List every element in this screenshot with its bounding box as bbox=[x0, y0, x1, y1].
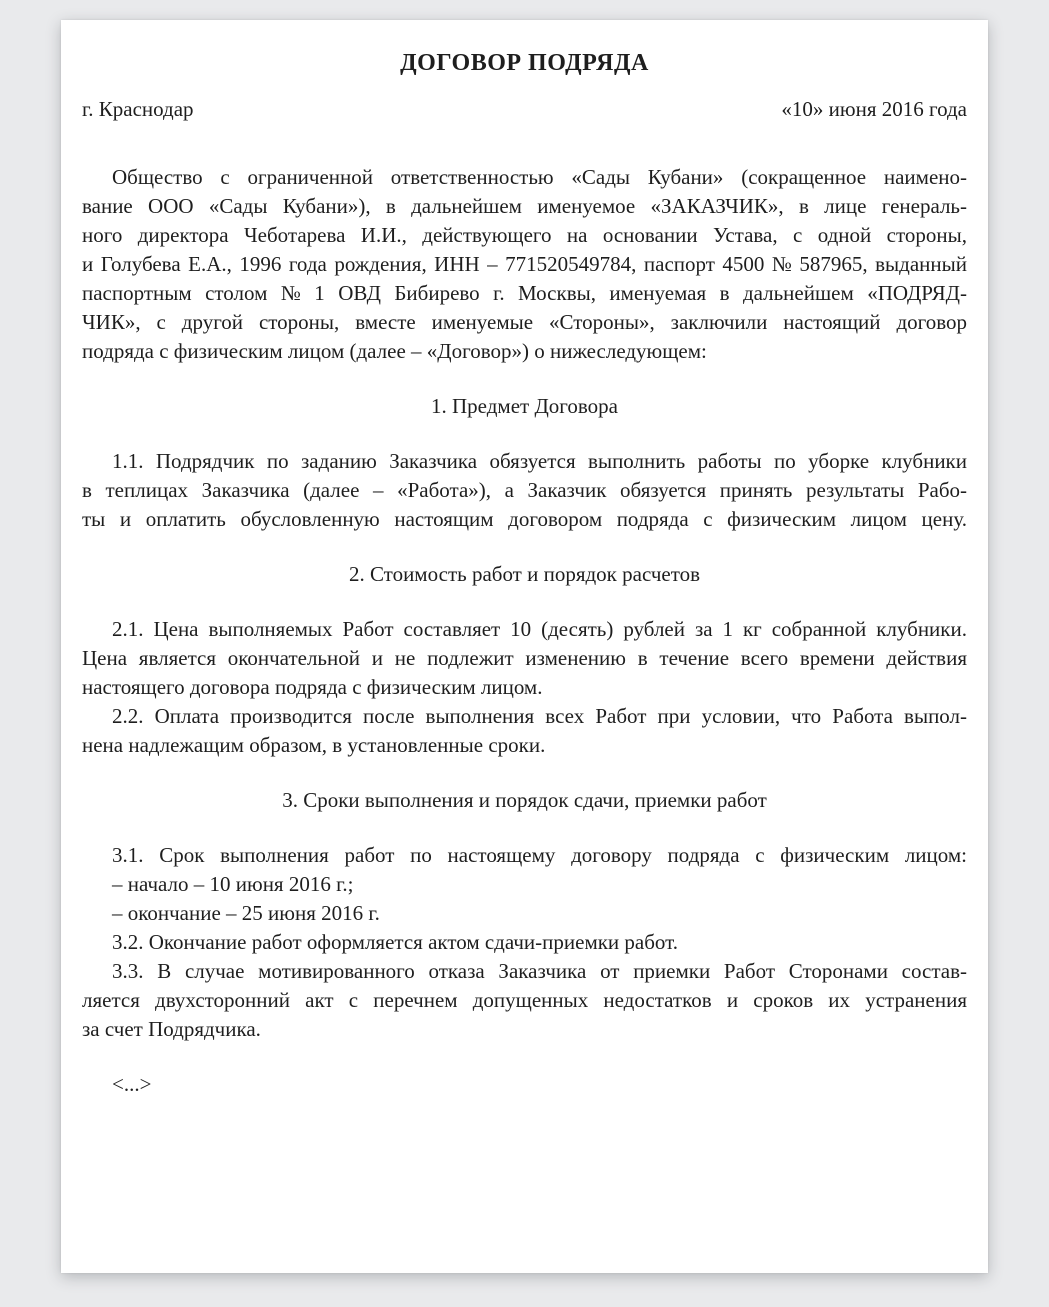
text-line: 3.3. В случае мотивированного отказа Заказчика от приемки Работ Сторонами состав- bbox=[112, 959, 967, 983]
document-body bbox=[82, 163, 967, 1099]
document-title: ДОГОВОР ПОДРЯДА bbox=[400, 50, 649, 76]
paragraph bbox=[82, 928, 967, 957]
document-city: г. Краснодар bbox=[82, 97, 194, 121]
paragraph bbox=[82, 957, 967, 1044]
text-line: ты и оплатить обусловленную настоящим договором подряда с физическим лицом цену. bbox=[82, 507, 967, 531]
paragraph bbox=[82, 870, 967, 899]
text-line: – окончание – 25 июня 2016 г. bbox=[112, 901, 380, 925]
text-line: Общество с ограниченной ответственностью «Сады Кубани» (сокращенное наимено- bbox=[112, 165, 967, 189]
text-line: и Голубева Е.А., 1996 года рождения, ИНН – 771520549784, паспорт 4500 № 587965, выданный bbox=[82, 252, 967, 276]
text-line: ляется двухсторонний акт с перечнем допущенных недостатков и сроков их устранения bbox=[82, 988, 967, 1012]
contract-document-page bbox=[61, 20, 988, 1273]
paragraph bbox=[82, 702, 967, 760]
text-line: настоящего договора подряда с физическим лицом. bbox=[82, 675, 543, 699]
section-heading: 1. Предмет Договора bbox=[431, 394, 618, 418]
document-date: «10» июня 2016 года bbox=[781, 97, 967, 121]
text-line: 2.1. Цена выполняемых Работ составляет 10 (десять) рублей за 1 кг собранной клубники. bbox=[112, 617, 967, 641]
paragraph bbox=[82, 163, 967, 366]
section-heading: 3. Сроки выполнения и порядок сдачи, приемки работ bbox=[282, 788, 767, 812]
text-line: 3.2. Окончание работ оформляется актом сдачи-приемки работ. bbox=[112, 930, 678, 954]
section-heading: 2. Стоимость работ и порядок расчетов bbox=[348, 562, 701, 586]
ellipsis-placeholder: <...> bbox=[112, 1072, 152, 1096]
paragraph bbox=[82, 841, 967, 870]
text-line: вание ООО «Сады Кубани»), в дальнейшем именуемое «ЗАКАЗЧИК», в лице генераль- bbox=[82, 194, 967, 218]
text-line: ЧИК», с другой стороны, вместе именуемые «Стороны», заключили настоящий договор bbox=[82, 310, 967, 334]
paragraph bbox=[82, 899, 967, 928]
text-line: паспортным столом № 1 ОВД Бибирево г. Москвы, именуемая в дальнейшем «ПОДРЯД- bbox=[82, 281, 967, 305]
paragraph bbox=[82, 447, 967, 534]
document-meta bbox=[82, 95, 967, 124]
text-line: 3.1. Срок выполнения работ по настоящему договору подряда с физическим лицом: bbox=[112, 843, 967, 867]
text-line: Цена является окончательной и не подлежит изменению в течение всего времени действия bbox=[82, 646, 967, 670]
text-line: 1.1. Подрядчик по заданию Заказчика обязуется выполнить работы по уборке клубники bbox=[112, 449, 967, 473]
text-line: за счет Подрядчика. bbox=[82, 1017, 261, 1041]
text-line: 2.2. Оплата производится после выполнения всех Работ при условии, что Работа выпол- bbox=[112, 704, 967, 728]
paragraph bbox=[82, 615, 967, 702]
text-line: ного директора Чеботарева И.И., действующего на основании Устава, с одной стороны, bbox=[82, 223, 967, 247]
text-line: – начало – 10 июня 2016 г.; bbox=[112, 872, 354, 896]
text-line: подряда с физическим лицом (далее – «Договор») о нижеследующем: bbox=[82, 339, 707, 363]
text-line: в теплицах Заказчика (далее – «Работа»), а Заказчик обязуется принять результаты Рабо- bbox=[82, 478, 967, 502]
text-line: нена надлежащим образом, в установленные сроки. bbox=[82, 733, 546, 757]
